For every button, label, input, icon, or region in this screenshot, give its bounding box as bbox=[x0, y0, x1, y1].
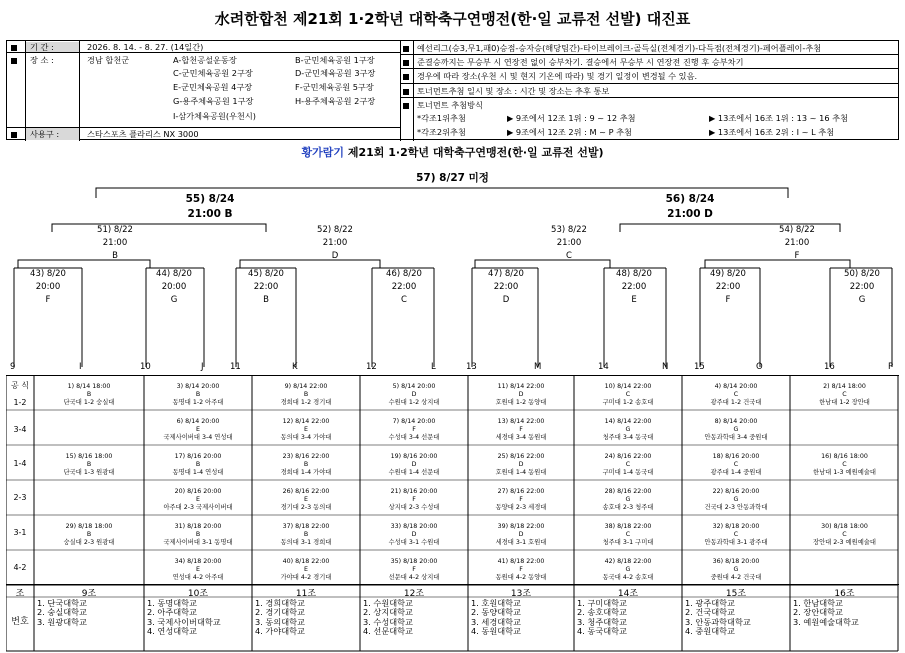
match-cell bbox=[682, 418, 790, 442]
group-team: 2. 장안대학교 bbox=[793, 607, 843, 618]
match-line: 16) 8/16 18:00 bbox=[821, 453, 868, 460]
match-line: 5) 8/14 20:00 bbox=[392, 383, 436, 390]
venue-f: F-군민체육공원 5구장 bbox=[295, 82, 374, 92]
match-line: 안동과학대 3-4 중원대 bbox=[704, 434, 768, 441]
draw-1-a: ▶ 9조에서 12조 1위 : 9 ~ 12 추첨 bbox=[507, 113, 636, 123]
page-title: 水려한합천 제21회 1·2학년 대학축구연맹전(한·일 교류전 선발) 대진표 bbox=[214, 10, 691, 28]
match-line: 수원대 1-2 상지대 bbox=[388, 399, 440, 406]
match-cell bbox=[252, 418, 360, 442]
match-line: 41) 8/18 22:00 bbox=[497, 558, 545, 565]
match-cell bbox=[468, 383, 574, 407]
group-team: 3. 수성대학교 bbox=[363, 616, 413, 627]
match-cell bbox=[252, 383, 360, 407]
slot-label: 10 bbox=[140, 362, 151, 372]
venue-i: I-삼가체육공원(우천시) bbox=[173, 111, 256, 121]
match-line: 광주대 1-4 중원대 bbox=[710, 469, 762, 476]
match-line: 9) 8/14 22:00 bbox=[284, 383, 328, 390]
match-line: 장안대 2-3 예원예술대 bbox=[813, 539, 876, 546]
match-line: 단국대 1-2 숭실대 bbox=[63, 399, 115, 406]
group-team: 2. 건국대학교 bbox=[685, 607, 735, 618]
match-line: 청주대 3-1 구미대 bbox=[602, 539, 654, 546]
match-line: 중원대 4-2 건국대 bbox=[710, 574, 762, 581]
slot-label: 12 bbox=[366, 362, 377, 372]
match-cell bbox=[468, 558, 574, 582]
match-line: E bbox=[196, 496, 200, 503]
qf-53: 53) 8/22 21:00 C bbox=[551, 225, 587, 261]
match-line: C bbox=[625, 531, 631, 538]
semi-left-date: 55) 8/24 bbox=[185, 193, 235, 205]
match-line: 아주대 2-3 국제사이버대 bbox=[163, 504, 233, 511]
match-cell bbox=[360, 453, 468, 477]
match-line: 경희대 1-4 가야대 bbox=[280, 469, 332, 476]
match-line: 세경대 3-4 동원대 bbox=[495, 434, 547, 441]
match-line: 광주대 1-2 건국대 bbox=[710, 399, 762, 406]
match-line: F bbox=[412, 426, 416, 433]
match-line: 14) 8/14 22:00 bbox=[604, 418, 652, 425]
match-line: 6) 8/14 20:00 bbox=[176, 418, 220, 425]
group-team-list bbox=[363, 599, 413, 637]
match-cell bbox=[34, 523, 144, 547]
group-team: 2. 상지대학교 bbox=[363, 607, 413, 618]
venue-label: 장 소 : bbox=[30, 55, 54, 65]
rule-2: 준결승까지는 무승부 시 연장전 없이 승부차기. 결승에서 무승부 시 연장전 진행 후 승부차기 bbox=[417, 57, 744, 67]
match-line: G bbox=[625, 496, 631, 503]
match-line: 동의대 3-4 가야대 bbox=[280, 434, 332, 441]
match-line: F bbox=[412, 496, 416, 503]
match-line: 22) 8/16 20:00 bbox=[712, 488, 760, 495]
slot-label: 11 bbox=[230, 362, 241, 372]
row-label: 3-4 bbox=[13, 425, 27, 434]
match-cell bbox=[34, 453, 144, 477]
slot-label: 9 bbox=[10, 362, 16, 372]
match-line: E bbox=[304, 496, 308, 503]
semi-right-time: 21:00 D bbox=[667, 208, 713, 220]
match-line: 수원대 1-4 선문대 bbox=[388, 469, 440, 476]
qf-51: 51) 8/22 21:00 B bbox=[97, 225, 133, 261]
match-cell bbox=[682, 453, 790, 477]
group-name: 15조 bbox=[725, 589, 747, 599]
match-line: 37) 8/18 22:00 bbox=[282, 523, 330, 530]
match-line: B bbox=[86, 391, 92, 398]
match-line: 20) 8/16 20:00 bbox=[174, 488, 222, 495]
period-value: 2026. 8. 14. - 8. 27. (14일간) bbox=[87, 42, 204, 52]
match-line: 10) 8/14 22:00 bbox=[604, 383, 652, 390]
group-team: 3. 세경대학교 bbox=[471, 616, 521, 627]
match-line: D bbox=[518, 391, 524, 398]
match-cell bbox=[360, 523, 468, 547]
match-cell bbox=[468, 453, 574, 477]
row-label: 3-1 bbox=[13, 528, 27, 537]
match-line: 동명대 1-4 연성대 bbox=[172, 469, 224, 476]
venue-e: E-군민체육공원 4구장 bbox=[173, 82, 253, 92]
slot-label: I bbox=[79, 362, 82, 372]
match-line: D bbox=[411, 391, 417, 398]
bullet-icon bbox=[11, 58, 17, 64]
match-cell bbox=[252, 558, 360, 582]
venue-c: C-군민체육공원 2구장 bbox=[173, 68, 253, 78]
slot-label: P bbox=[888, 362, 894, 372]
r16-50: 50) 8/20 22:00 G bbox=[844, 269, 880, 305]
r16-43: 43) 8/20 20:00 F bbox=[30, 269, 66, 305]
match-cell bbox=[790, 523, 899, 547]
row-label: 2-3 bbox=[13, 493, 27, 502]
match-line: D bbox=[518, 461, 524, 468]
match-cell bbox=[360, 488, 468, 512]
venue-b: B-군민체육공원 1구장 bbox=[295, 55, 375, 65]
match-line: F bbox=[519, 496, 523, 503]
group-team: 3. 원광대학교 bbox=[37, 616, 87, 627]
group-team: 4. 선문대학교 bbox=[363, 626, 413, 637]
match-line: C bbox=[842, 461, 847, 468]
match-line: 경희대 1-2 경기대 bbox=[280, 399, 332, 406]
group-team-list bbox=[793, 599, 859, 627]
group-team-list bbox=[255, 599, 305, 637]
match-line: 26) 8/16 22:00 bbox=[282, 488, 330, 495]
r16-49: 49) 8/20 22:00 F bbox=[710, 269, 746, 305]
match-line: 안동과학대 3-1 광주대 bbox=[704, 539, 768, 546]
match-cell bbox=[574, 558, 682, 582]
match-line: 40) 8/18 22:00 bbox=[282, 558, 330, 565]
draw-2-label: *각조2위추첨 bbox=[417, 127, 466, 137]
match-line: F bbox=[412, 566, 416, 573]
match-cell bbox=[360, 418, 468, 442]
match-line: 수성대 3-1 수원대 bbox=[388, 539, 440, 546]
match-line: 호원대 1-4 동원대 bbox=[495, 469, 547, 476]
r16-45: 45) 8/20 22:00 B bbox=[248, 269, 284, 305]
match-cell bbox=[574, 523, 682, 547]
match-line: B bbox=[195, 391, 201, 398]
match-line: 호원대 1-2 동양대 bbox=[495, 399, 547, 406]
bracket-title bbox=[0, 144, 905, 160]
group-team: 1. 광주대학교 bbox=[685, 598, 735, 608]
slot-label: 16 bbox=[824, 362, 835, 372]
group-name: 13조 bbox=[510, 589, 532, 599]
match-line: 11) 8/14 22:00 bbox=[497, 383, 545, 390]
match-line: D bbox=[411, 531, 417, 538]
r16-47: 47) 8/20 22:00 D bbox=[488, 269, 524, 305]
match-cell bbox=[468, 523, 574, 547]
match-line: 건국대 2-3 안동과학대 bbox=[704, 504, 768, 511]
rule-3: 경우에 따라 장소(우천 시 및 현지 기온에 따라) 및 경기 일정이 변경될 수 있음. bbox=[417, 71, 698, 81]
match-line: G bbox=[733, 426, 739, 433]
row-label: 4-2 bbox=[13, 563, 27, 572]
match-line: E bbox=[196, 566, 200, 573]
venue-a: A-합천공설운동장 bbox=[173, 55, 237, 65]
match-line: 단국대 1-3 원광대 bbox=[63, 469, 115, 476]
match-line: C bbox=[733, 531, 739, 538]
bullet-icon bbox=[11, 45, 17, 51]
match-line: B bbox=[86, 461, 92, 468]
group-team: 4. 중원대학교 bbox=[685, 626, 735, 637]
match-line: 39) 8/18 22:00 bbox=[497, 523, 545, 530]
r16-46: 46) 8/20 22:00 C bbox=[386, 269, 422, 305]
match-line: B bbox=[86, 531, 92, 538]
match-line: D bbox=[518, 531, 524, 538]
info-box bbox=[6, 40, 899, 140]
venue-region: 경남 합천군 bbox=[87, 55, 130, 65]
group-team: 2. 동양대학교 bbox=[471, 607, 521, 618]
match-line: 국제사이버대 3-1 동명대 bbox=[163, 539, 233, 546]
match-line: 30) 8/18 18:00 bbox=[821, 523, 868, 530]
group-team: 1. 수원대학교 bbox=[363, 598, 413, 608]
match-line: G bbox=[733, 566, 739, 573]
match-line: 42) 8/18 22:00 bbox=[604, 558, 652, 565]
match-line: E bbox=[304, 426, 308, 433]
match-cell bbox=[360, 558, 468, 582]
group-team: 3. 안동과학대학교 bbox=[685, 616, 751, 627]
slot-label: J bbox=[201, 362, 204, 372]
match-line: 동양대 2-3 세경대 bbox=[495, 504, 547, 511]
draw-1-b: ▶ 13조에서 16조 1위 : 13 ~ 16 추첨 bbox=[709, 113, 848, 123]
group-team-list bbox=[37, 599, 87, 627]
match-line: 한남대 1-3 예원예술대 bbox=[813, 469, 876, 476]
match-line: 2) 8/14 18:00 bbox=[823, 383, 866, 390]
match-line: 경기대 2-3 동의대 bbox=[280, 504, 332, 511]
venue-h: H-용주체육공원 2구장 bbox=[295, 96, 376, 106]
match-cell bbox=[790, 453, 899, 477]
draw-1-label: *각조1위추첨 bbox=[417, 113, 466, 123]
group-team: 4. 동원대학교 bbox=[471, 626, 521, 637]
slot-label: L bbox=[431, 362, 436, 372]
match-line: 동국대 4-2 송호대 bbox=[602, 574, 654, 581]
match-line: C bbox=[842, 531, 847, 538]
match-cell bbox=[360, 383, 468, 407]
match-line: 연성대 4-2 아주대 bbox=[172, 574, 224, 581]
bullet-icon bbox=[403, 74, 409, 80]
match-cell bbox=[682, 383, 790, 407]
match-cell bbox=[574, 488, 682, 512]
group-team-list bbox=[577, 599, 627, 637]
r16-48: 48) 8/20 22:00 E bbox=[616, 269, 652, 305]
group-team: 2. 숭실대학교 bbox=[37, 607, 87, 618]
group-team: 2. 송호대학교 bbox=[577, 607, 627, 618]
rule-1: 예선리그(승3,무1,패0)승점-승자승(해당팀간)-타이브레이크-골득실(전체경기)-다득점(전체경기)-페어플레이-추첨 bbox=[417, 43, 822, 53]
slot-label: K bbox=[292, 362, 298, 372]
match-cell bbox=[574, 418, 682, 442]
match-line: 36) 8/18 20:00 bbox=[712, 558, 760, 565]
match-cell bbox=[468, 418, 574, 442]
match-line: 28) 8/16 22:00 bbox=[604, 488, 652, 495]
slot-label: O bbox=[756, 362, 763, 372]
match-line: 25) 8/16 22:00 bbox=[497, 453, 545, 460]
slot-label: 14 bbox=[598, 362, 609, 372]
match-line: 31) 8/18 20:00 bbox=[174, 523, 222, 530]
match-line: F bbox=[519, 426, 523, 433]
match-cell bbox=[144, 488, 252, 512]
match-line: B bbox=[303, 391, 309, 398]
match-line: 동의대 3-1 경희대 bbox=[280, 539, 332, 546]
group-list-label: 번호 bbox=[11, 617, 29, 627]
match-line: B bbox=[303, 531, 309, 538]
match-line: 12) 8/14 22:00 bbox=[282, 418, 330, 425]
venue-d: D-군민체육공원 3구장 bbox=[295, 68, 376, 78]
match-line: 33) 8/18 20:00 bbox=[390, 523, 438, 530]
match-line: C bbox=[625, 461, 631, 468]
row-label: 1-4 bbox=[13, 459, 27, 468]
match-line: 선문대 4-2 상지대 bbox=[388, 574, 440, 581]
group-team: 1. 동명대학교 bbox=[147, 598, 197, 608]
group-team-list bbox=[147, 599, 221, 637]
match-cell bbox=[144, 523, 252, 547]
period-label: 기 간 : bbox=[26, 42, 79, 52]
match-line: 13) 8/14 22:00 bbox=[497, 418, 545, 425]
group-team: 4. 동국대학교 bbox=[577, 626, 627, 637]
group-team: 3. 동의대학교 bbox=[255, 616, 305, 627]
match-cell bbox=[144, 383, 252, 407]
group-name: 16조 bbox=[834, 589, 855, 599]
final-match: 57) 8/27 미정 bbox=[416, 172, 489, 184]
match-line: 국제사이버대 3-4 연성대 bbox=[163, 434, 233, 441]
group-team: 2. 경기대학교 bbox=[255, 607, 305, 618]
match-cell bbox=[790, 383, 899, 407]
match-cell bbox=[252, 488, 360, 512]
group-team: 1. 한남대학교 bbox=[793, 598, 843, 608]
cup-name: 황가람기 bbox=[301, 146, 345, 159]
slot-label: 13 bbox=[466, 362, 477, 372]
bracket-lines bbox=[0, 160, 905, 375]
match-line: 23) 8/16 22:00 bbox=[282, 453, 330, 460]
match-line: G bbox=[625, 566, 631, 573]
group-name: 14조 bbox=[617, 589, 639, 599]
bullet-icon bbox=[11, 132, 17, 138]
match-line: 38) 8/18 22:00 bbox=[604, 523, 652, 530]
group-name: 10조 bbox=[187, 589, 209, 599]
r16-44: 44) 8/20 20:00 G bbox=[156, 269, 192, 305]
group-team: 4. 연성대학교 bbox=[147, 626, 197, 637]
match-line: E bbox=[196, 426, 200, 433]
match-line: C bbox=[842, 391, 847, 398]
match-line: 숭실대 2-3 원광대 bbox=[63, 539, 115, 546]
group-team: 1. 단국대학교 bbox=[37, 598, 87, 608]
group-team-list bbox=[685, 599, 751, 637]
group-team: 1. 구미대학교 bbox=[577, 598, 627, 608]
match-cell bbox=[682, 558, 790, 582]
match-cell bbox=[252, 453, 360, 477]
match-cell bbox=[144, 558, 252, 582]
bullet-icon bbox=[403, 60, 409, 66]
match-cell bbox=[34, 383, 144, 407]
match-line: 18) 8/16 20:00 bbox=[712, 453, 760, 460]
match-line: C bbox=[733, 391, 739, 398]
match-cell bbox=[144, 453, 252, 477]
rule-5: 토너먼트 추첨방식 bbox=[417, 100, 483, 110]
match-line: 35) 8/18 20:00 bbox=[390, 558, 438, 565]
match-line: G bbox=[733, 496, 739, 503]
match-line: 상지대 2-3 수성대 bbox=[388, 504, 440, 511]
slot-label: N bbox=[662, 362, 669, 372]
group-team: 3. 예원예술대학교 bbox=[793, 616, 859, 627]
match-line: E bbox=[304, 566, 308, 573]
match-line: B bbox=[303, 461, 309, 468]
ball-value: 스타스포츠 플라리스 NX 3000 bbox=[87, 129, 199, 139]
match-line: 17) 8/16 20:00 bbox=[174, 453, 222, 460]
group-team: 3. 국제사이버대학교 bbox=[147, 616, 221, 627]
match-cell bbox=[144, 418, 252, 442]
qf-52: 52) 8/22 21:00 D bbox=[317, 225, 353, 261]
match-line: 한남대 1-2 장안대 bbox=[819, 399, 870, 406]
ball-label: 사용구 : bbox=[26, 128, 79, 140]
group-name: 12조 bbox=[403, 589, 425, 599]
group-team: 3. 청주대학교 bbox=[577, 616, 627, 627]
group-team: 4. 가야대학교 bbox=[255, 626, 305, 637]
match-line: C bbox=[625, 391, 631, 398]
match-line: 21) 8/16 20:00 bbox=[390, 488, 438, 495]
match-line: 구미대 1-2 송호대 bbox=[602, 399, 654, 406]
match-line: 29) 8/18 18:00 bbox=[65, 523, 113, 530]
venue-g: G-용주체육공원 1구장 bbox=[173, 96, 254, 106]
match-line: B bbox=[195, 531, 201, 538]
semi-right-date: 56) 8/24 bbox=[665, 193, 715, 205]
match-line: 수성대 3-4 선문대 bbox=[388, 434, 440, 441]
match-line: 동명대 1-2 아주대 bbox=[172, 399, 224, 406]
match-line: B bbox=[195, 461, 201, 468]
grid-lines bbox=[6, 375, 899, 653]
match-line: 송호대 2-3 청주대 bbox=[602, 504, 654, 511]
semi-left-time: 21:00 B bbox=[187, 208, 233, 220]
slot-label: 15 bbox=[694, 362, 705, 372]
match-line: 8) 8/14 20:00 bbox=[714, 418, 758, 425]
match-line: 27) 8/16 22:00 bbox=[497, 488, 545, 495]
match-line: 가야대 4-2 경기대 bbox=[280, 574, 332, 581]
draw-2-a: ▶ 9조에서 12조 2위 : M ~ P 추첨 bbox=[507, 127, 632, 137]
row-header: 공 식 bbox=[11, 381, 29, 390]
match-line: 19) 8/16 20:00 bbox=[390, 453, 438, 460]
match-line: 3) 8/14 20:00 bbox=[176, 383, 220, 390]
group-team: 1. 호원대학교 bbox=[471, 598, 521, 608]
match-cell bbox=[682, 488, 790, 512]
match-cell bbox=[574, 383, 682, 407]
match-line: 15) 8/16 18:00 bbox=[65, 453, 113, 460]
match-cell bbox=[468, 488, 574, 512]
match-cell bbox=[252, 523, 360, 547]
match-line: 청주대 3-4 동국대 bbox=[602, 434, 654, 441]
match-line: 4) 8/14 20:00 bbox=[714, 383, 758, 390]
match-line: 구미대 1-4 동국대 bbox=[602, 469, 654, 476]
group-header: 조 bbox=[15, 589, 25, 599]
rule-4: 토너먼트추첨 일시 및 장소 : 시간 및 장소는 추후 통보 bbox=[417, 86, 610, 96]
group-team: 1. 경희대학교 bbox=[255, 598, 305, 608]
match-line: C bbox=[733, 461, 739, 468]
bullet-icon bbox=[403, 46, 409, 52]
match-line: 34) 8/18 20:00 bbox=[174, 558, 222, 565]
match-line: G bbox=[625, 426, 631, 433]
qf-54: 54) 8/22 21:00 F bbox=[779, 225, 815, 261]
group-name: 9조 bbox=[81, 589, 97, 599]
group-team: 2. 아주대학교 bbox=[147, 607, 197, 618]
match-line: 32) 8/18 20:00 bbox=[712, 523, 760, 530]
match-line: 1) 8/14 18:00 bbox=[67, 383, 111, 390]
match-line: 24) 8/16 22:00 bbox=[604, 453, 652, 460]
bullet-icon bbox=[403, 89, 409, 95]
bracket-title-rest: 제21회 1·2학년 대학축구연맹전(한·일 교류전 선발) bbox=[344, 146, 604, 159]
group-name: 11조 bbox=[295, 589, 317, 599]
bullet-icon bbox=[403, 103, 409, 109]
match-line: F bbox=[519, 566, 523, 573]
match-line: 동원대 4-2 동양대 bbox=[495, 574, 547, 581]
match-cell bbox=[574, 453, 682, 477]
match-line: 세경대 3-1 호원대 bbox=[495, 539, 547, 546]
row-label: 1-2 bbox=[13, 398, 27, 407]
draw-2-b: ▶ 13조에서 16조 2위 : I ~ L 추첨 bbox=[709, 127, 835, 137]
group-team-list bbox=[471, 599, 521, 637]
match-cell bbox=[682, 523, 790, 547]
slot-label: M bbox=[534, 362, 542, 372]
match-line: 7) 8/14 20:00 bbox=[392, 418, 436, 425]
match-line: D bbox=[411, 461, 417, 468]
